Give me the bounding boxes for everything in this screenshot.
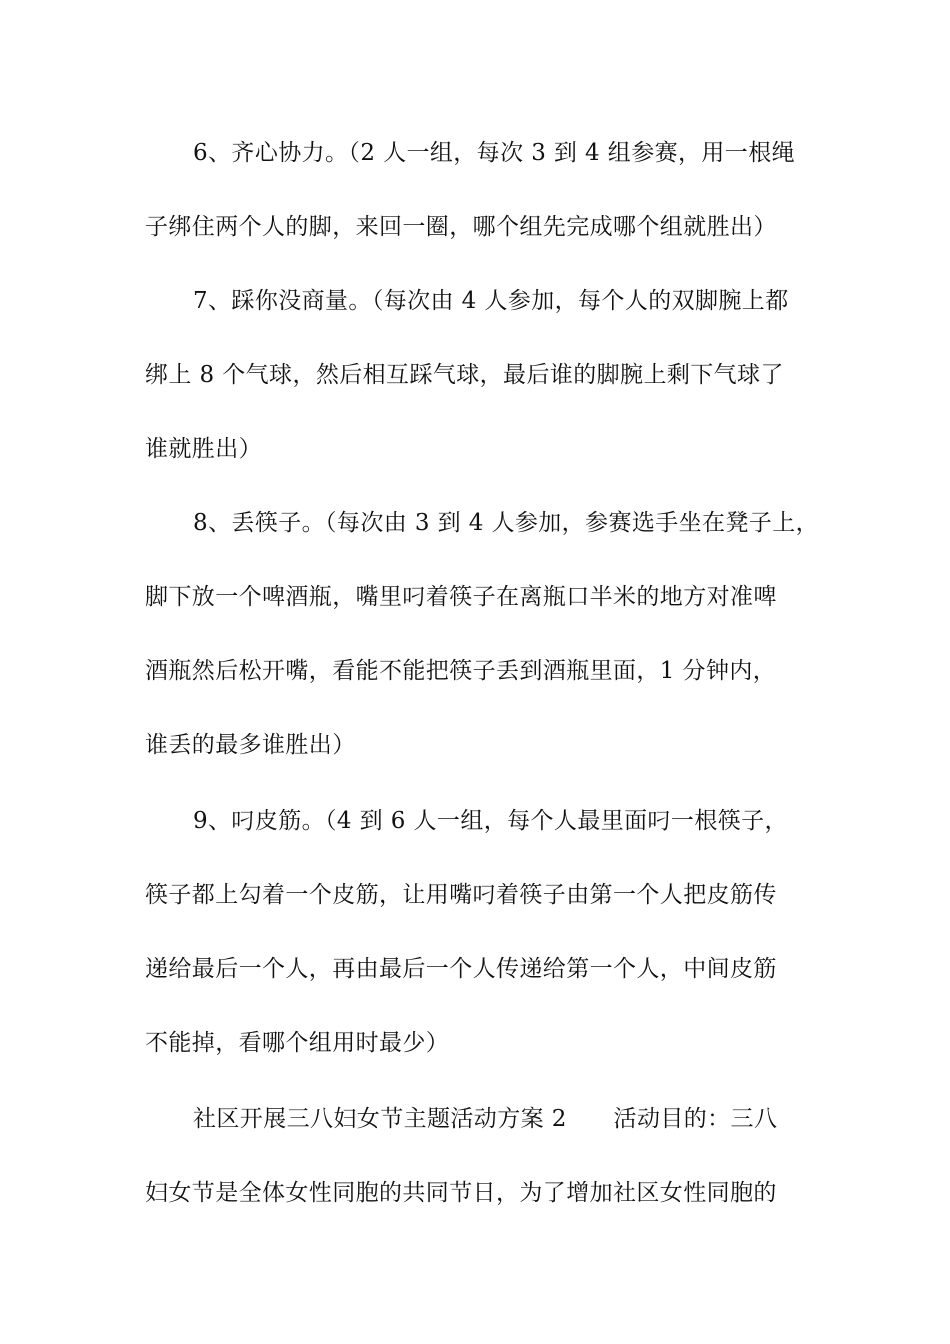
paragraph-item-7-line-1: 7、踩你没商量。（每次由 4 人参加，每个人的双脚腕上都: [193, 288, 789, 314]
paragraph-item-9-line-1: 9、叼皮筋。（4 到 6 人一组，每个人最里面叼一根筷子，: [193, 808, 788, 834]
paragraph-item-6-line-2: 子绑住两个人的脚，来回一圈，哪个组先完成哪个组就胜出）: [145, 214, 777, 240]
paragraph-item-7-line-3: 谁就胜出）: [145, 436, 262, 462]
paragraph-plan-2-line-2: 妇女节是全体女性同胞的共同节日，为了增加社区女性同胞的: [145, 1180, 777, 1206]
paragraph-item-6-line-1: 6、齐心协力。（2 人一组，每次 3 到 4 组参赛，用一根绳: [193, 140, 795, 166]
paragraph-item-9-line-2: 筷子都上勾着一个皮筋，让用嘴叼着筷子由第一个人把皮筋传: [145, 882, 777, 908]
paragraph-item-9-line-3: 递给最后一个人，再由最后一个人传递给第一个人，中间皮筋: [145, 956, 777, 982]
paragraph-item-9-line-4: 不能掉，看哪个组用时最少）: [145, 1030, 450, 1056]
paragraph-plan-2-line-1: 社区开展三八妇女节主题活动方案 2 活动目的：三八: [193, 1106, 778, 1132]
paragraph-item-8-line-2: 脚下放一个啤酒瓶，嘴里叼着筷子在离瓶口半米的地方对准啤: [145, 584, 777, 610]
paragraph-item-8-line-1: 8、丢筷子。（每次由 3 到 4 人参加，参赛选手坐在凳子上，: [193, 510, 820, 536]
paragraph-item-8-line-3: 酒瓶然后松开嘴，看能不能把筷子丢到酒瓶里面，1 分钟内，: [145, 658, 777, 684]
paragraph-item-7-line-2: 绑上 8 个气球，然后相互踩气球，最后谁的脚腕上剩下气球了: [145, 362, 784, 388]
paragraph-item-8-line-4: 谁丢的最多谁胜出）: [145, 732, 356, 758]
